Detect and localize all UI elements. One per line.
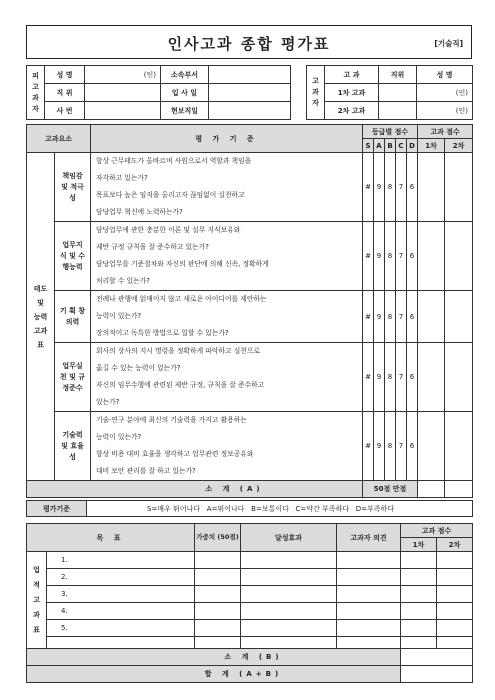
blank-cell[interactable] xyxy=(241,637,337,649)
criteria-line: 항상 비용 대비 효율을 생각하고 업무관련 정보공유와 xyxy=(96,450,254,458)
element-label: 책임감 및 적극성 xyxy=(55,153,91,222)
name-seal[interactable]: (인) xyxy=(85,66,161,84)
perf-score-2nd: 2차 xyxy=(437,538,473,552)
performance-group-label: 업적고과표 xyxy=(27,552,47,649)
grade-point-a[interactable]: 9 xyxy=(374,153,385,222)
grade-point-a[interactable]: 9 xyxy=(374,291,385,343)
col-opinion: 고과자 의견 xyxy=(337,524,401,552)
weight-cell[interactable] xyxy=(195,586,241,603)
grade-point-b[interactable]: 8 xyxy=(385,343,396,412)
result-cell[interactable] xyxy=(241,552,337,569)
subtotal-a-2nd[interactable] xyxy=(445,481,473,498)
subject-label: 피고과자 xyxy=(27,66,45,120)
grade-c: C xyxy=(396,139,407,153)
col-perf-score: 고과 점수 xyxy=(401,524,473,538)
rater-col-label: 고 과 xyxy=(325,66,379,84)
col-grade: 등급별 점수 xyxy=(363,125,418,139)
blank-cell[interactable] xyxy=(47,637,195,649)
subtotal-b-value[interactable] xyxy=(401,649,473,666)
criteria-line: 회사의 상사의 지시 명령을 정확하게 파악하고 실천으로 xyxy=(96,347,260,355)
col-weight: 가중치 (50점) xyxy=(195,524,241,552)
criteria-legend xyxy=(26,500,473,517)
criteria-line: 처리할 수 있는가? xyxy=(96,277,150,285)
element-label: 기 획 창의력 xyxy=(55,291,91,343)
grade-point-s[interactable]: # xyxy=(363,291,374,343)
result-cell[interactable] xyxy=(241,603,337,620)
attitude-ability-table xyxy=(26,124,473,498)
grade-point-c[interactable]: 7 xyxy=(396,222,407,291)
grade-s: S xyxy=(363,139,374,153)
grade-point-a[interactable]: 9 xyxy=(374,412,385,481)
grade-point-a[interactable]: 9 xyxy=(374,222,385,291)
grade-point-a[interactable]: 9 xyxy=(374,343,385,412)
attitude-group-label: 태도 및 능력 고과표 xyxy=(27,153,55,481)
col-score: 고과 점수 xyxy=(418,125,473,139)
score-2nd-cell[interactable] xyxy=(437,552,473,569)
score-1st-cell[interactable] xyxy=(401,586,437,603)
element-label: 업무지식 및 수행능력 xyxy=(55,222,91,291)
subtotal-a-1st[interactable] xyxy=(418,481,445,498)
score-1st-cell[interactable] xyxy=(401,552,437,569)
blank-cell[interactable] xyxy=(437,637,473,649)
dept-label: 소속부서 xyxy=(161,66,209,84)
col-result: 달성효과 xyxy=(241,524,337,552)
weight-cell[interactable] xyxy=(195,552,241,569)
opinion-cell[interactable] xyxy=(337,620,401,637)
score-2nd-cell[interactable] xyxy=(437,620,473,637)
criteria-line: 옮길 수 있는 능력이 있는가? xyxy=(96,364,181,372)
score-1st-cell[interactable] xyxy=(418,412,445,481)
name-label: 성 명 xyxy=(45,66,85,84)
score-2nd: 2차 xyxy=(445,139,473,153)
blank-cell[interactable] xyxy=(401,637,437,649)
criteria-line: 담당업무를 기준절차와 자신의 판단에 의해 신속, 정확하게 xyxy=(96,260,269,268)
rater-pos-label: 직위 xyxy=(379,66,417,84)
col-criteria: 평 가 기 준 xyxy=(91,125,363,153)
join-date-label: 입 사 일 xyxy=(161,84,209,102)
rater2-label: 2차 고과 xyxy=(325,102,379,120)
goal-item[interactable]: 4. xyxy=(47,603,195,620)
subject-info-table xyxy=(26,65,473,120)
grade-point-c[interactable]: 7 xyxy=(396,291,407,343)
emp-no-label: 사 번 xyxy=(45,102,85,120)
total-label: 합 계 (A+B) xyxy=(27,666,401,683)
col-element: 고과요소 xyxy=(27,125,91,153)
grade-point-d[interactable]: 6 xyxy=(407,412,418,481)
gap xyxy=(291,84,307,102)
grade-b: B xyxy=(385,139,396,153)
grade-point-d[interactable]: 6 xyxy=(407,222,418,291)
score-1st-cell[interactable] xyxy=(401,620,437,637)
criteria-line: 기술·연구 분야에 최신의 기술력을 가지고 활용하는 xyxy=(96,416,247,424)
grade-d: D xyxy=(407,139,418,153)
score-2nd-cell[interactable] xyxy=(445,412,473,481)
rater1-position[interactable] xyxy=(379,84,417,102)
result-cell[interactable] xyxy=(241,620,337,637)
grade-point-c[interactable]: 7 xyxy=(396,412,407,481)
emp-no-value[interactable] xyxy=(85,102,161,120)
criteria-line: 담당업무 혁신에 노력하는가? xyxy=(96,208,183,216)
criteria-legend-text: S=매우 뛰어나다 A=뛰어나다 B=보통이다 C=약간 부족하다 D=부족하다 xyxy=(87,501,473,517)
criteria-line: 있는가? xyxy=(96,398,120,406)
score-1st-cell[interactable] xyxy=(418,291,445,343)
score-1st-cell[interactable] xyxy=(401,603,437,620)
rater-label: 고과자 xyxy=(307,66,325,120)
grade-point-b[interactable]: 8 xyxy=(385,291,396,343)
score-1st-cell[interactable] xyxy=(418,153,445,222)
score-2nd-cell[interactable] xyxy=(437,603,473,620)
score-2nd-cell[interactable] xyxy=(445,153,473,222)
element-label: 기술력 및 효율성 xyxy=(55,412,91,481)
criteria-cell xyxy=(91,412,363,481)
criteria-cell xyxy=(91,153,363,222)
score-2nd-cell[interactable] xyxy=(437,569,473,586)
current-pos-label: 현보직일 xyxy=(161,102,209,120)
position-label: 직 위 xyxy=(45,84,85,102)
grade-point-s[interactable]: # xyxy=(363,153,374,222)
result-cell[interactable] xyxy=(241,569,337,586)
element-label: 업무실천 및 규정준수 xyxy=(55,343,91,412)
rater-name-label: 성 명 xyxy=(417,66,473,84)
criteria-line: 전례나 관행에 얽매이지 않고 새로운 아이디어를 제안하는 xyxy=(96,295,267,303)
criteria-line: 능력이 있는가? xyxy=(96,312,142,320)
blank-cell[interactable] xyxy=(337,637,401,649)
grade-point-s[interactable]: # xyxy=(363,343,374,412)
performance-table xyxy=(26,523,473,683)
grade-point-b[interactable]: 8 xyxy=(385,412,396,481)
page-title: 인사고과 종합 평가표 xyxy=(167,35,331,53)
criteria-cell xyxy=(91,222,363,291)
dept-value[interactable] xyxy=(209,66,291,84)
goal-item[interactable]: 3. xyxy=(47,586,195,603)
criteria-line: 대비 보안 관리를 잘 하고 있는가? xyxy=(96,467,196,475)
grade-point-c[interactable]: 7 xyxy=(396,343,407,412)
result-cell[interactable] xyxy=(241,586,337,603)
criteria-line: 능력이 있는가? xyxy=(96,433,142,441)
opinion-cell[interactable] xyxy=(337,586,401,603)
opinion-cell[interactable] xyxy=(337,569,401,586)
score-1st-cell[interactable] xyxy=(418,343,445,412)
score-1st-cell[interactable] xyxy=(418,222,445,291)
subtotal-b-label: 소 계 (B) xyxy=(27,649,401,666)
goal-item[interactable]: 1. xyxy=(47,552,195,569)
gap xyxy=(291,102,307,120)
total-value[interactable] xyxy=(401,666,473,683)
blank-cell[interactable] xyxy=(195,637,241,649)
job-type-tag: [기술직] xyxy=(434,39,463,48)
score-1st: 1차 xyxy=(418,139,445,153)
score-1st-cell[interactable] xyxy=(401,569,437,586)
score-2nd-cell[interactable] xyxy=(437,586,473,603)
rater1-label: 1차 고과 xyxy=(325,84,379,102)
criteria-line: 장의적이고 독특한 방법으로 일할 수 있는가? xyxy=(96,329,229,337)
title-box xyxy=(26,25,472,59)
goal-item[interactable]: 5. xyxy=(47,620,195,637)
grade-point-d[interactable]: 6 xyxy=(407,291,418,343)
rater2-seal[interactable]: (인) xyxy=(417,102,473,120)
weight-cell[interactable] xyxy=(195,603,241,620)
grade-point-d[interactable]: 6 xyxy=(407,343,418,412)
grade-a: A xyxy=(374,139,385,153)
opinion-cell[interactable] xyxy=(337,552,401,569)
weight-cell[interactable] xyxy=(195,620,241,637)
criteria-line: 자각하고 있는가? xyxy=(96,174,148,182)
criteria-cell xyxy=(91,291,363,343)
criteria-line: 자신의 임무수행에 관련된 제반 규정, 규칙을 잘 준수하고 xyxy=(96,381,265,389)
criteria-line: 제반 규정 규칙을 잘 준수하고 있는가? xyxy=(96,243,209,251)
subtotal-a-label: 소 계 (A) xyxy=(27,481,363,498)
criteria-legend-label: 평가기준 xyxy=(27,501,87,517)
rater2-position[interactable] xyxy=(379,102,417,120)
opinion-cell[interactable] xyxy=(337,603,401,620)
grade-point-b[interactable]: 8 xyxy=(385,153,396,222)
current-pos-value[interactable] xyxy=(209,102,291,120)
grade-point-s[interactable]: # xyxy=(363,222,374,291)
position-value[interactable] xyxy=(85,84,161,102)
score-2nd-cell[interactable] xyxy=(445,222,473,291)
gap xyxy=(291,66,307,84)
criteria-cell xyxy=(91,343,363,412)
criteria-line: 담당업무에 관한 충분한 이론 및 실무 지식보유와 xyxy=(96,226,241,234)
grade-point-c[interactable]: 7 xyxy=(396,153,407,222)
score-2nd-cell[interactable] xyxy=(445,291,473,343)
subtotal-a-value: 50점 만점 xyxy=(363,481,418,498)
grade-point-d[interactable]: 6 xyxy=(407,153,418,222)
grade-point-s[interactable]: # xyxy=(363,412,374,481)
col-goal: 목 표 xyxy=(27,524,195,552)
score-2nd-cell[interactable] xyxy=(445,343,473,412)
rater1-seal[interactable]: (인) xyxy=(417,84,473,102)
join-date-value[interactable] xyxy=(209,84,291,102)
criteria-line: 목표보다 높은 임직을 올리고자 끊임없이 실천하고 xyxy=(96,191,245,199)
weight-cell[interactable] xyxy=(195,569,241,586)
grade-point-b[interactable]: 8 xyxy=(385,222,396,291)
perf-score-1st: 1차 xyxy=(401,538,437,552)
goal-item[interactable]: 2. xyxy=(47,569,195,586)
criteria-line: 항상 근무태도가 올바르며 사원으로서 역할과 책임을 xyxy=(96,157,252,165)
